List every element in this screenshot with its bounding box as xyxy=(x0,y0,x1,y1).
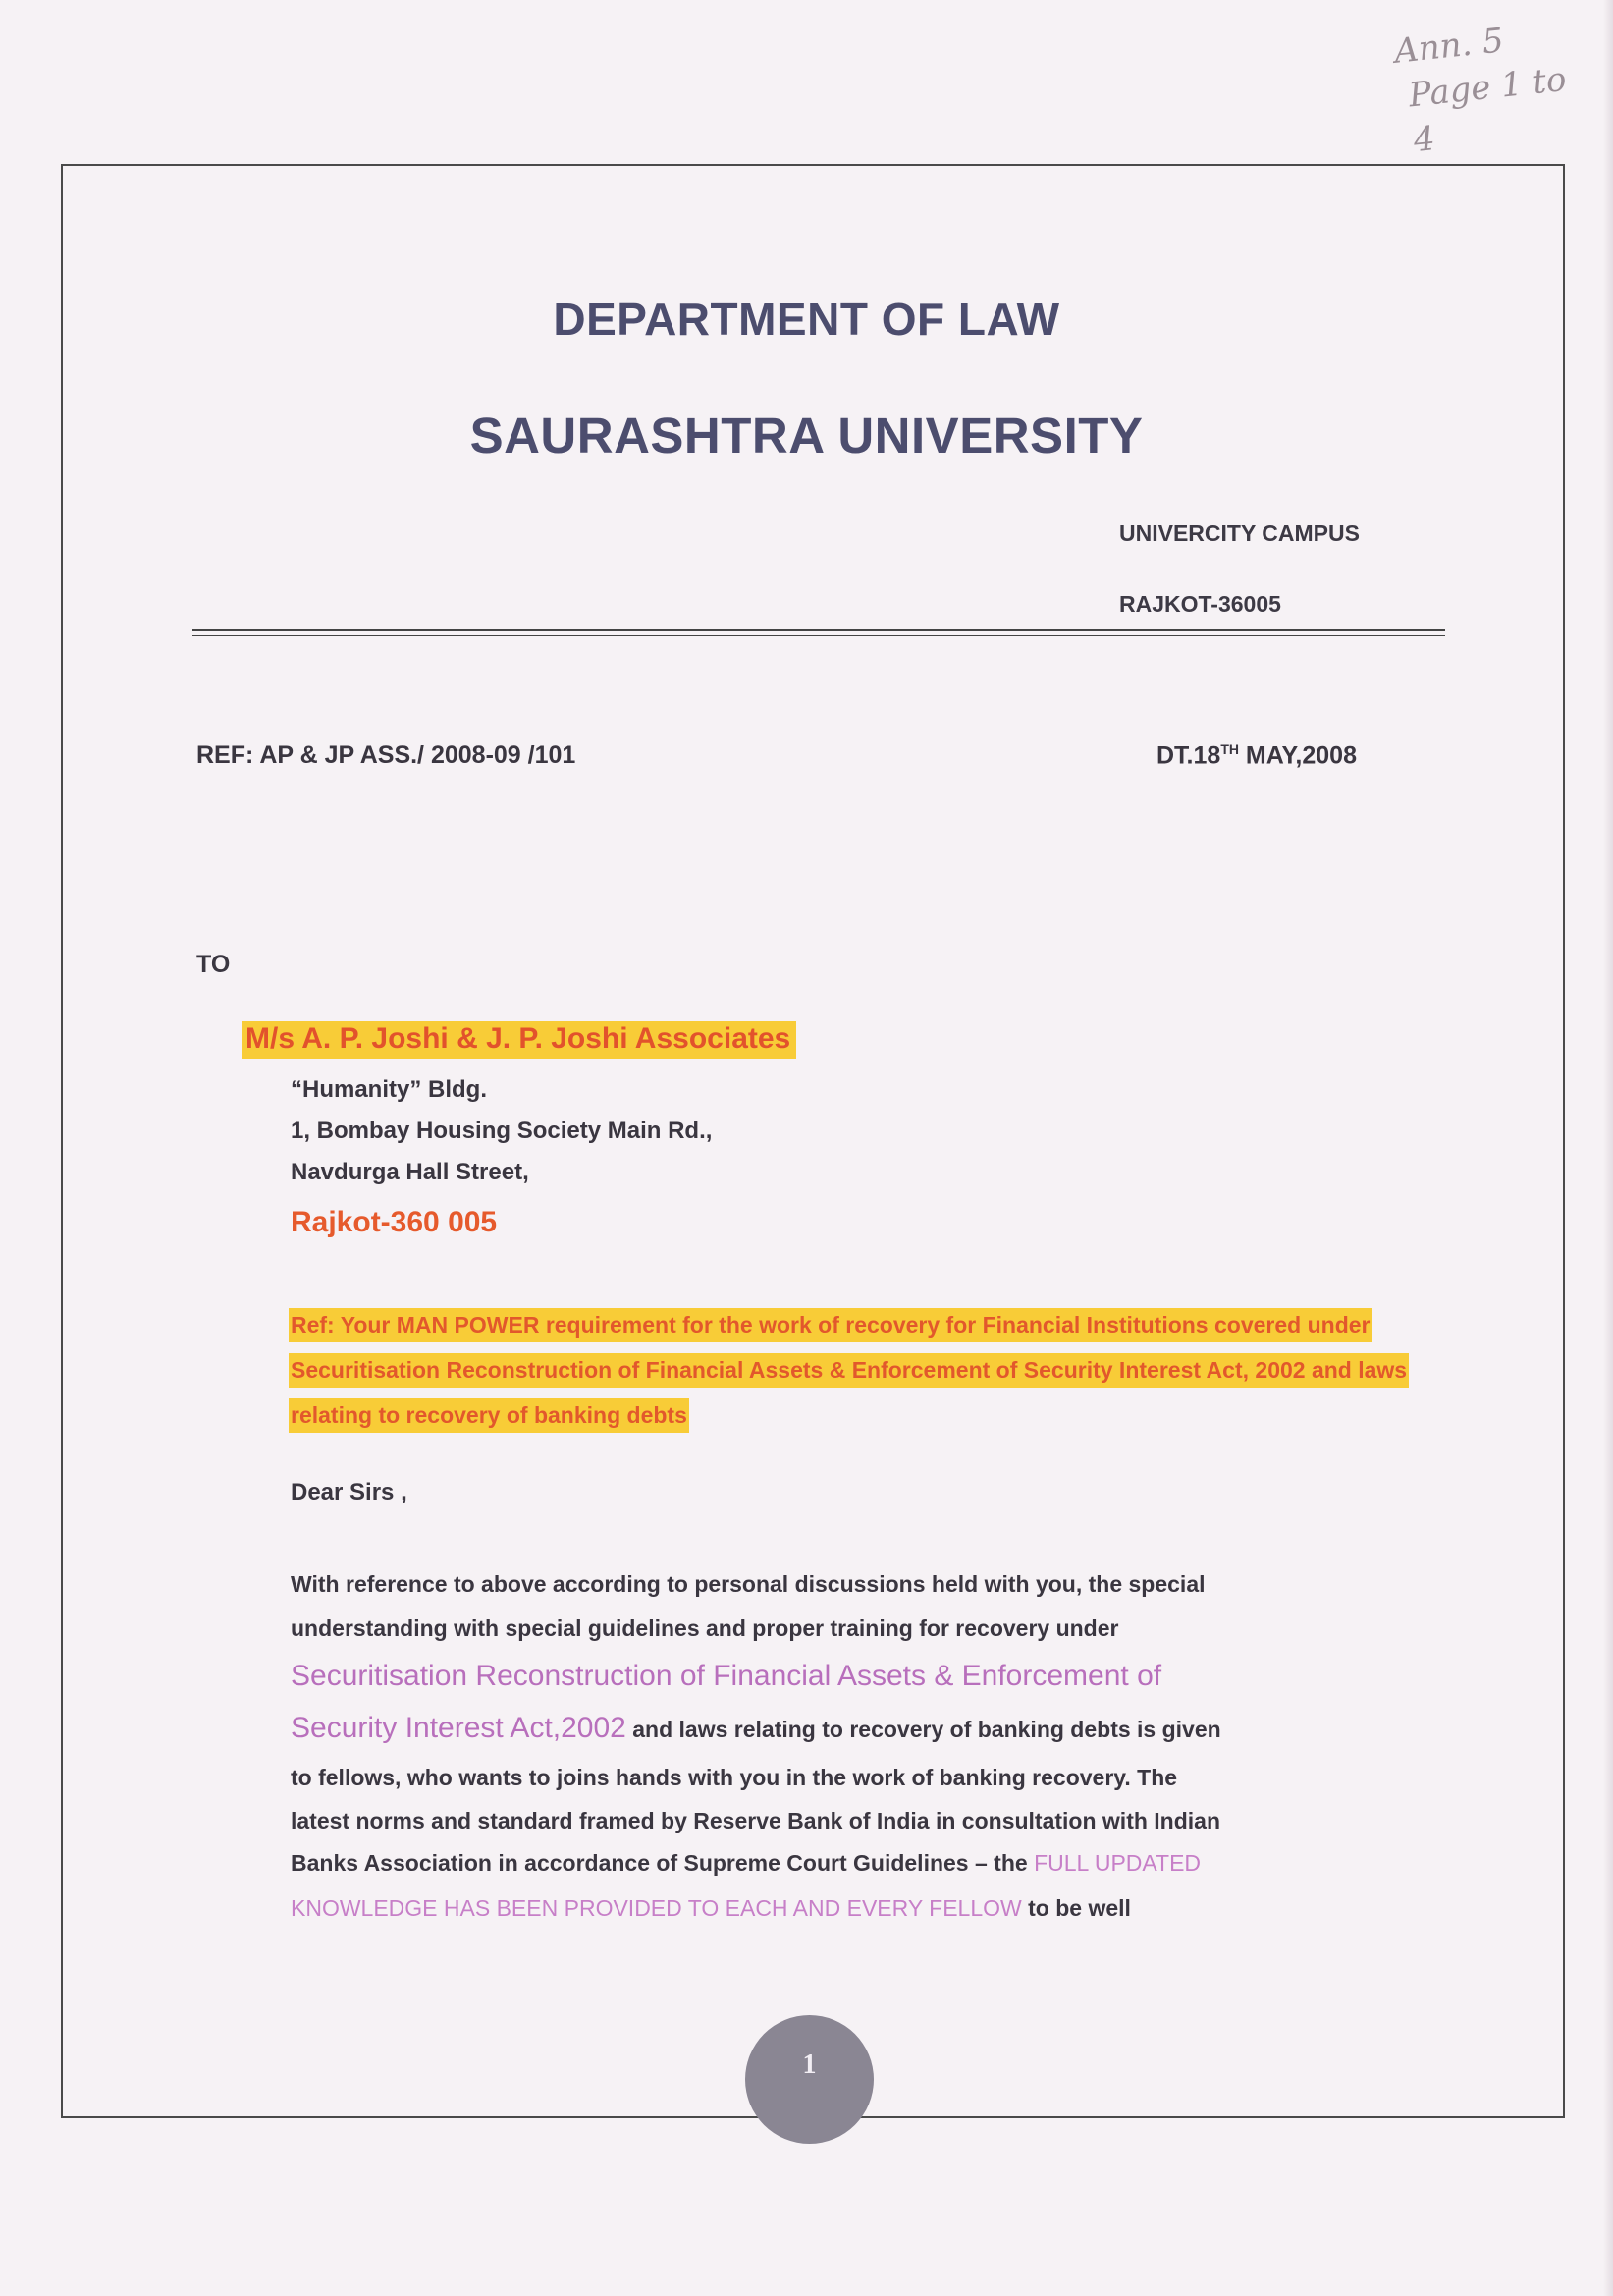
page-number-badge: 1 xyxy=(745,2015,874,2144)
header-rule-thin xyxy=(192,635,1445,636)
letter-date xyxy=(1156,741,1357,770)
address-city: Rajkot-360 005 xyxy=(291,1206,498,1238)
annotation-line-1: Ann. 5 xyxy=(1392,21,1506,72)
body-line-7-highlight: FULL UPDATED xyxy=(1034,1850,1202,1876)
act-name: Security Interest Act,2002 xyxy=(291,1712,626,1744)
salutation: Dear Sirs , xyxy=(291,1479,407,1505)
address-line-1: “Humanity” Bldg. xyxy=(291,1076,488,1103)
body-line-7-start: Banks Association in accordance of Supreme Court Guidelines – the xyxy=(291,1850,1035,1876)
body-line-8-end: to be well xyxy=(1021,1895,1131,1921)
date-prefix: DT.18 xyxy=(1156,741,1221,770)
subject-reference xyxy=(289,1302,1447,1438)
university-title: SAURASHTRA UNIVERSITY xyxy=(469,408,1144,464)
header-rule xyxy=(192,629,1445,631)
body-line-6: latest norms and standard framed by Reserve Bank of India in consultation with Indian xyxy=(291,1808,1221,1833)
city-line: RAJKOT-36005 xyxy=(1119,591,1281,617)
body-line-5: to fellows, who wants to joins hands with you in the work of banking recovery. The xyxy=(291,1765,1178,1790)
to-label: TO xyxy=(196,951,231,978)
department-title: DEPARTMENT OF LAW xyxy=(553,294,1060,345)
body-line-8-highlight: KNOWLEDGE HAS BEEN PROVIDED TO EACH AND EVERY FELLOW xyxy=(291,1895,1022,1921)
body-line-7 xyxy=(291,1850,1201,1877)
campus-line: UNIVERCITY CAMPUS xyxy=(1119,520,1360,546)
annotation-line-2: Page 1 to 4 xyxy=(1407,59,1569,161)
body-line-8 xyxy=(291,1895,1131,1922)
handwritten-annotation xyxy=(1392,9,1601,164)
date-suffix: MAY,2008 xyxy=(1238,741,1357,770)
address-line-3: Navdurga Hall Street, xyxy=(291,1159,529,1185)
body-line-4-rest: and laws relating to recovery of banking debts is given xyxy=(625,1717,1221,1742)
address-line-2: 1, Bombay Housing Society Main Rd., xyxy=(291,1118,713,1144)
recipient-name: M/s A. P. Joshi & J. P. Joshi Associates xyxy=(242,1021,796,1059)
body-line-3: Securitisation Reconstruction of Financial Assets & Enforcement of xyxy=(291,1660,1162,1692)
date-superscript: TH xyxy=(1220,741,1239,757)
subject-text: Ref: Your MAN POWER requirement for the work of recovery for Financial Institutions covered under Securitisation Reconstruction of Financial Assets & Enforcement of Security Interest Act, 2002 and laws relating to recovery of banking debts xyxy=(289,1308,1409,1433)
body-line-4 xyxy=(291,1712,1221,1745)
reference-number: REF: AP & JP ASS./ 2008-09 /101 xyxy=(196,741,576,769)
body-line-1: With reference to above according to personal discussions held with you, the special xyxy=(291,1571,1206,1597)
body-line-2: understanding with special guidelines and proper training for recovery under xyxy=(291,1615,1119,1641)
